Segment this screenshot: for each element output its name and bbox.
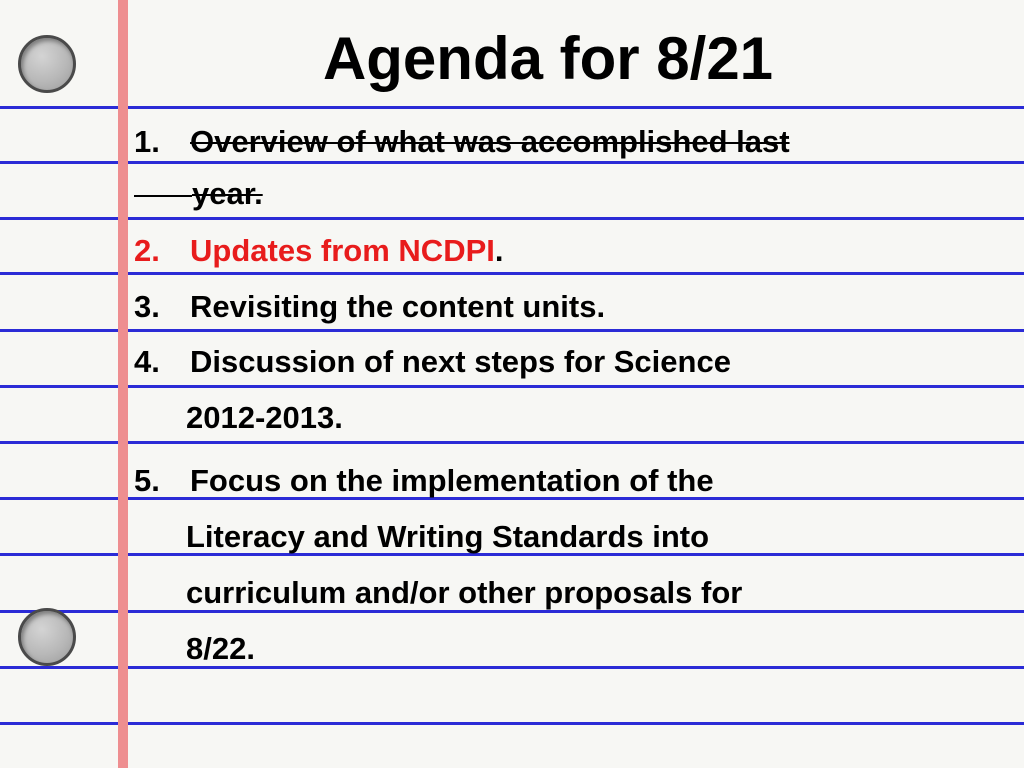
- agenda-item-number: 5.: [134, 463, 160, 498]
- agenda-item-number: 2.: [134, 233, 160, 268]
- agenda-item-1: [134, 114, 790, 224]
- ruled-line: [0, 106, 1024, 109]
- agenda-item-4: [134, 334, 731, 446]
- agenda-item-text: Discussion of next steps for Science: [190, 344, 731, 379]
- agenda-item-text-cont: 2012-2013.: [186, 400, 343, 435]
- page-title: Agenda for 8/21: [322, 25, 774, 92]
- binder-hole-top: [18, 35, 76, 93]
- agenda-item-text: Revisiting the content units.: [190, 289, 606, 324]
- strike-line: [134, 195, 192, 197]
- agenda-item-5: [134, 453, 742, 677]
- agenda-item-suffix: .: [494, 233, 504, 268]
- margin-line: [118, 0, 128, 768]
- ruled-line: [0, 722, 1024, 725]
- agenda-item-2: [134, 223, 504, 279]
- agenda-item-text: Overview of what was accomplished last: [190, 124, 790, 159]
- agenda-item-number: 1.: [134, 124, 160, 159]
- agenda-item-text-cont: curriculum and/or other proposals for: [186, 575, 743, 610]
- agenda-item-text-cont: Literacy and Writing Standards into: [186, 519, 710, 554]
- agenda-item-number: 3.: [134, 289, 160, 324]
- binder-hole-bottom: [18, 608, 76, 666]
- agenda-item-3: [134, 279, 605, 335]
- agenda-item-text: Updates from NCDPI: [190, 233, 495, 268]
- agenda-item-number: 4.: [134, 344, 160, 379]
- agenda-item-text: Focus on the implementation of the: [190, 463, 714, 498]
- agenda-item-text-cont: year.: [192, 176, 263, 211]
- agenda-item-text-cont: 8/22.: [186, 631, 255, 666]
